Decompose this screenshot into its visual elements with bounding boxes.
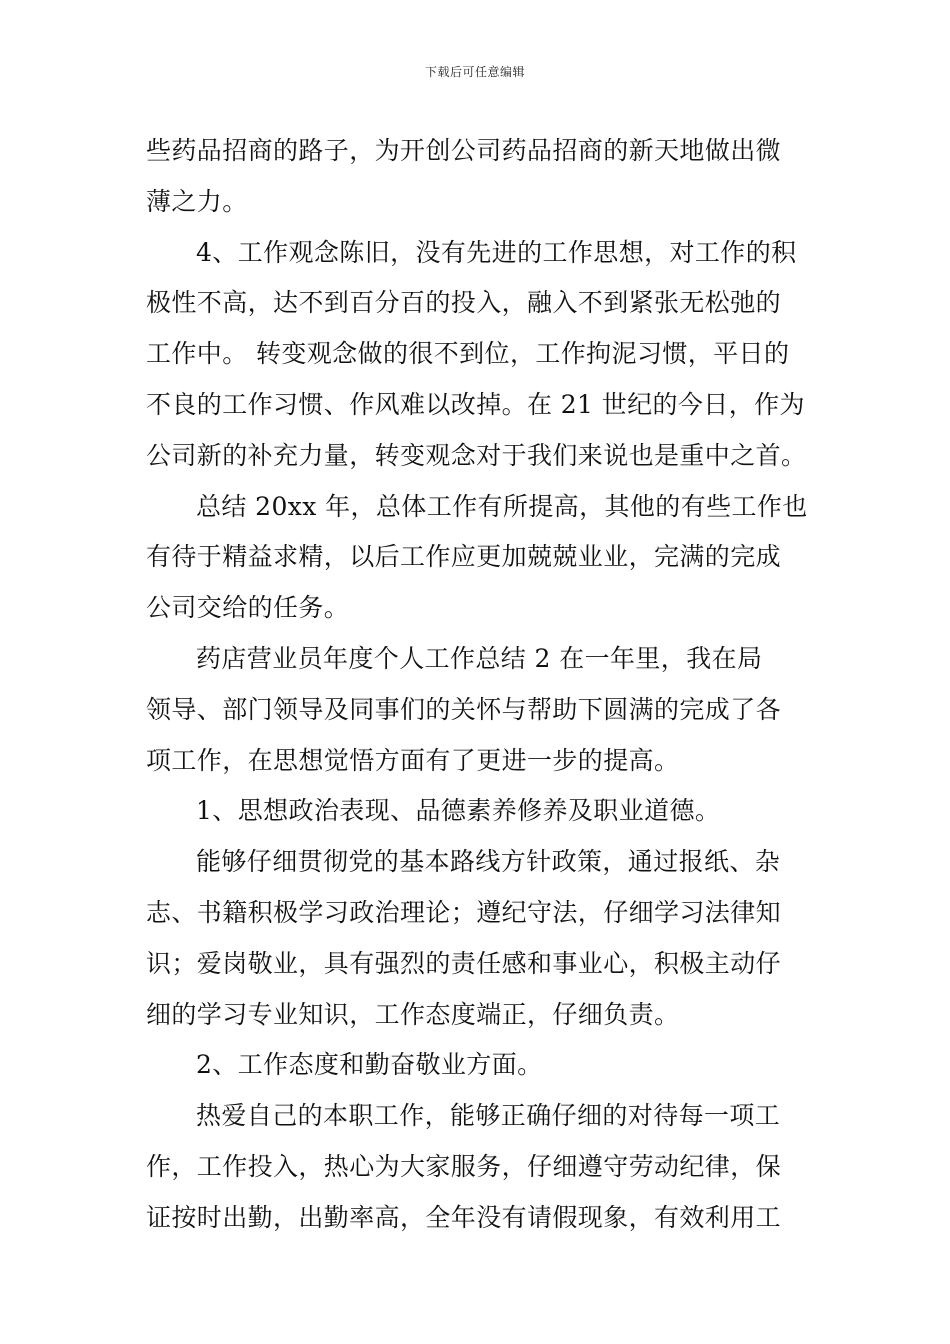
text-line: 项工作，在思想觉悟方面有了更进一步的提高。: [146, 745, 680, 775]
text-line: 识；爱岗敬业，具有强烈的责任感和事业心，积极主动仔: [146, 948, 782, 978]
text-line: 证按时出勤，出勤率高，全年没有请假现象，有效利用工: [146, 1202, 782, 1232]
text-line: 领导、部门领导及同事们的关怀与帮助下圆满的完成了各: [146, 694, 782, 724]
text-line: 公司新的补充力量，转变观念对于我们来说也是重中之首。: [146, 440, 807, 470]
text-line: 作，工作投入，热心为大家服务，仔细遵守劳动纪律，保: [146, 1151, 782, 1181]
paragraph-start-line: 4、工作观念陈旧，没有先进的工作思想，对工作的积: [196, 237, 797, 267]
section-heading-line: 1、思想政治表现、品德素养修养及职业道德。: [196, 796, 721, 826]
text-line: 些药品招商的路子，为开创公司药品招商的新天地做出微: [146, 136, 782, 165]
text-line: 工作中。 转变观念做的很不到位，工作拘泥习惯，平日的: [146, 339, 790, 369]
text-line: 志、书籍积极学习政治理论；遵纪守法，仔细学习法律知: [146, 897, 782, 927]
section-heading-line: 2、工作态度和勤奋敬业方面。: [196, 1050, 543, 1080]
paragraph-start-line: 药店营业员年度个人工作总结 2 在一年里，我在局: [196, 643, 763, 673]
paragraph-start-line: 总结 20xx 年，总体工作有所提高，其他的有些工作也: [196, 491, 808, 521]
text-line: 极性不高，达不到百分百的投入，融入不到紧张无松弛的: [146, 288, 782, 318]
text-line: 细的学习专业知识，工作态度端正，仔细负责。: [146, 999, 680, 1029]
paragraph-start-line: 能够仔细贯彻党的基本路线方针政策，通过报纸、杂: [196, 847, 781, 877]
page-header: 下载后可任意编辑: [424, 65, 525, 79]
text-line: 公司交给的任务。: [146, 593, 350, 623]
document-body: [146, 126, 810, 1244]
text-line: 不良的工作习惯、作风难以改掉。在 21 世纪的今日，作为: [146, 389, 805, 419]
text-line: 薄之力。: [146, 186, 248, 216]
text-line: 有待于精益求精，以后工作应更加兢兢业业，完满的完成: [146, 542, 782, 572]
paragraph-start-line: 热爱自己的本职工作，能够正确仔细的对待每一项工: [196, 1101, 781, 1131]
